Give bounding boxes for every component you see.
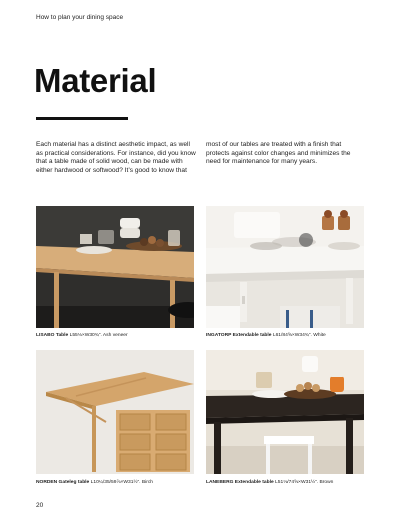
lisabo-caption: [36, 333, 128, 338]
ingatorp-caption: [206, 333, 326, 338]
intro-text-column-1: Each material has a distinct aesthetic impact, as well as practical considerations. For instance, did you know that a table made of solid wood, can be made with either hardwood or softwood? It’s good to know that: [36, 141, 196, 174]
intro-text-column-2: most of our tables are treated with a finish that protects against color changes and minimizes the need for maintenance for many years.: [206, 141, 351, 166]
product-name: INGATORP Extendable table: [206, 333, 272, 338]
product-details: L61/84⅝×W34¾”. White: [271, 333, 326, 338]
laneberg-caption: [206, 480, 333, 485]
product-name: LISABO Table: [36, 333, 69, 338]
breadcrumb: How to plan your dining space: [36, 14, 124, 21]
product-details: L51⅛/74⅝×W31½”. Brown: [273, 480, 334, 485]
page-number: 20: [36, 502, 44, 509]
lisabo-table-photo: [36, 206, 194, 328]
laneberg-table-photo: [206, 350, 364, 474]
title-underline: [36, 117, 128, 120]
product-details: L55⅛×W30¾”. Ash veneer: [68, 333, 128, 338]
ingatorp-table-photo: [206, 206, 364, 328]
product-details: L10¼/35/59⅞×W31½”. Birch: [89, 480, 154, 485]
product-name: NORDEN Gateleg table: [36, 480, 90, 485]
product-name: LANEBERG Extendable table: [206, 480, 274, 485]
norden-caption: [36, 480, 153, 485]
norden-table-photo: [36, 350, 194, 474]
page-title: Material: [34, 62, 157, 99]
